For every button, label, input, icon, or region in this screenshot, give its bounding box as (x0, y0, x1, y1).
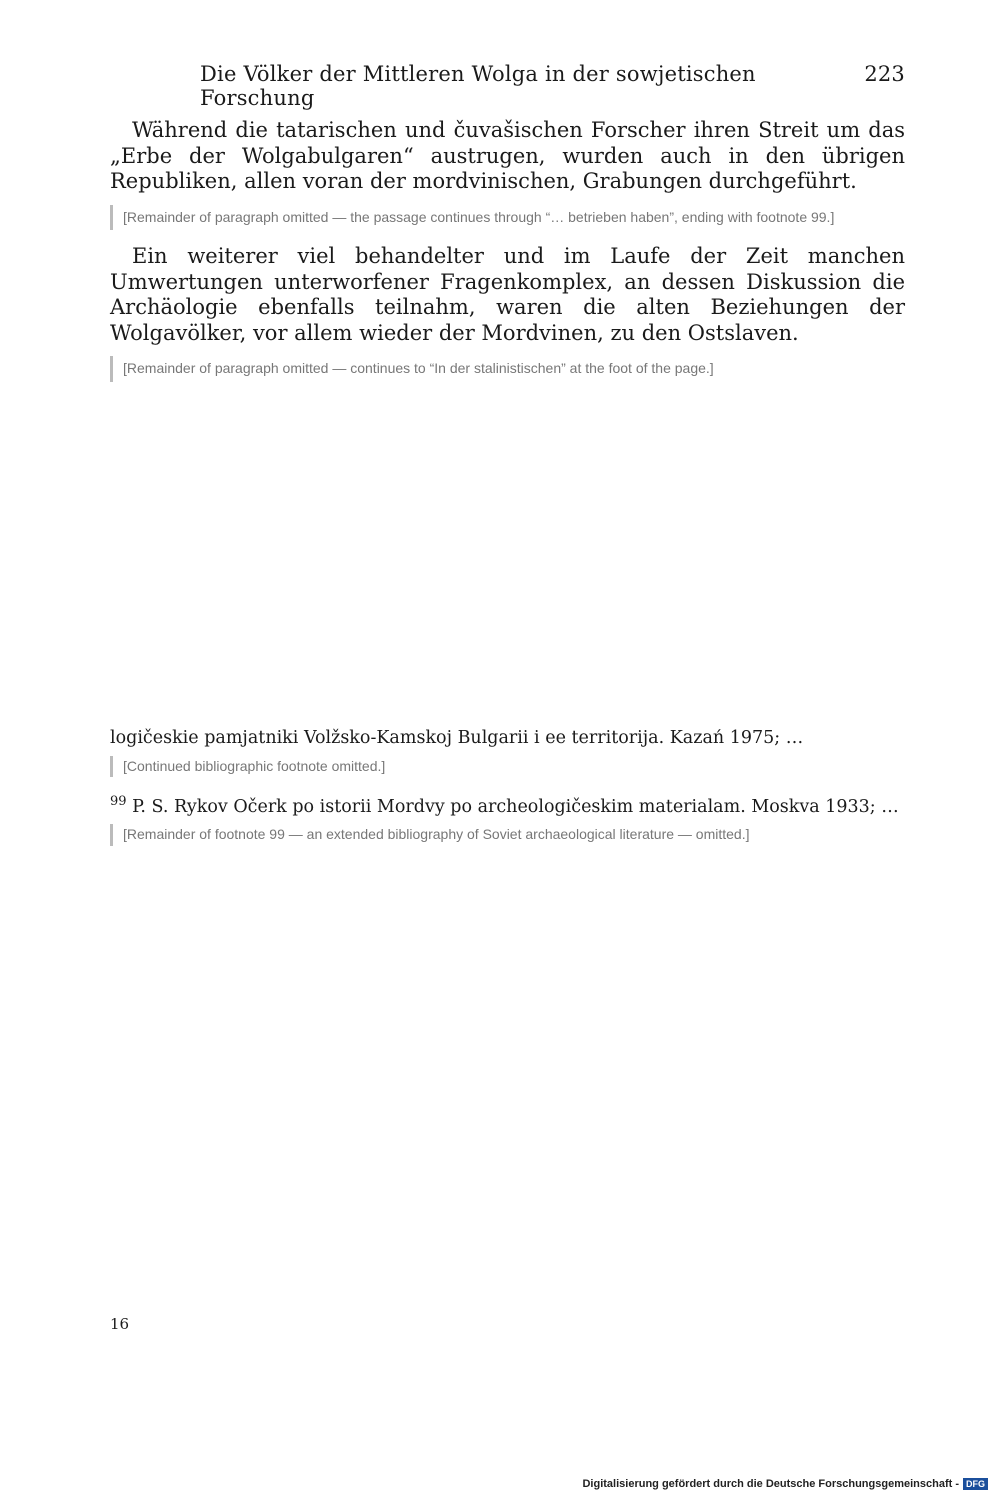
paragraph-1: Während die tatarischen und čuvašischen Forscher ihren Streit um das „Erbe der Wolgabulgaren“ austrugen, wurden auch in den übrigen Republiken, allen voran der mordvinischen, Grabungen durchgeführt. (110, 118, 905, 193)
paragraph-2: Ein weiterer viel behandelter und im Laufe der Zeit manchen Umwertungen unterworfener Fragenkomplex, an dessen Diskussion die Archäologie ebenfalls teilnahm, waren die alten Beziehungen der Wolgavölker, vor allem wieder der Mordvinen, zu den Ostslaven. (110, 244, 905, 345)
omission-note: [Remainder of footnote 99 — an extended bibliography of Soviet archaeological literature — omitted.] (110, 824, 905, 846)
dfg-logo: DFG (963, 1478, 988, 1490)
omission-note: [Remainder of paragraph omitted — the passage continues through “… betrieben haben”, ending with footnote 99.] (110, 205, 905, 231)
running-title: Die Völker der Mittleren Wolga in der sowjetischen Forschung (200, 62, 756, 110)
funding-notice: Digitalisierung gefördert durch die Deutsche Forschungsgemeinschaft - (582, 1478, 959, 1490)
page-number: 223 (864, 62, 905, 86)
footnote-label: 99 (110, 794, 127, 809)
main-text (110, 118, 905, 396)
footnote-text: P. S. Rykov Očerk po istorii Mordvy po archeologičeskim materialam. Moskva 1933; … (132, 796, 899, 817)
running-header (200, 62, 905, 110)
omission-note: [Continued bibliographic footnote omitted.] (110, 756, 905, 778)
printer-signature: 16 (110, 1315, 130, 1333)
footnotes (110, 728, 905, 860)
omission-note: [Remainder of paragraph omitted — continues to “In der stalinistischen” at the foot of the page.] (110, 356, 905, 382)
footnote-99 (110, 791, 905, 818)
funding-footer (582, 1478, 988, 1490)
footnote-continuation: logičeskie pamjatniki Volžsko-Kamskoj Bulgarii i ee territorija. Kazań 1975; … (110, 728, 804, 748)
